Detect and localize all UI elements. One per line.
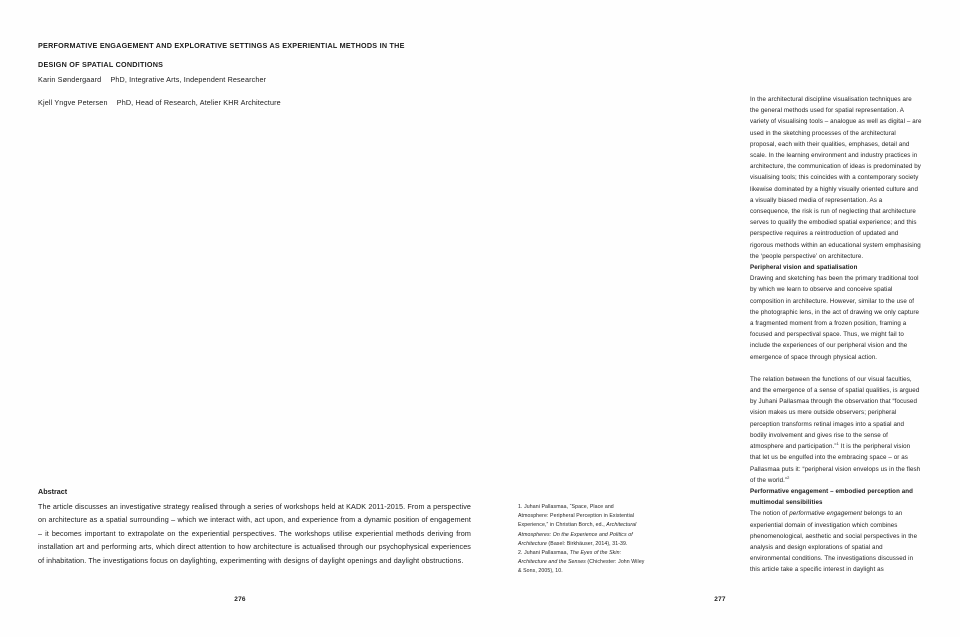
paragraph-text: It is the peripheral vision that let us be engulfed into the embracing space – or as Pallasmaa puts it: “peripheral vision envelops us in the flesh of the world.” <box>750 443 921 484</box>
author-line-1 <box>38 75 266 85</box>
paragraph-text: belongs to an experiential domain of investigation which combines phenomenological, aesthetic and social perspectives in the analysis and design explorations of spatial and environmental conditions. The investigations discussed in this article take a specific interest in daylight as <box>750 510 918 574</box>
abstract-heading: Abstract <box>38 487 68 496</box>
paragraph-drawing-sketching: Drawing and sketching has been the primary traditional tool by which we learn to observe and conceive spatial composition in architecture. However, similar to the use of the photographic lens, in the act of drawing we only capture a fragmented moment from a frozen position, framing a focused and perspectival space. Thus, we might fail to include the experiences of our peripheral vision and the emergence of space through physical action. <box>750 275 920 361</box>
article-title: PERFORMATIVE ENGAGEMENT AND EXPLORATIVE SETTINGS AS EXPERIENTIAL METHODS IN THE DESIGN OF SPATIAL CONDITIONS <box>38 41 405 69</box>
paragraph-pallasmaa <box>750 374 922 486</box>
footnote-ref-1: 1 <box>836 441 839 447</box>
paragraph-text: The relation between the functions of our visual faculties, and the emergence of a sense of spatial qualities, is argued by Juhani Pallasmaa through the observation that “focused vision makes us mere outside observers; peripheral perception transforms retinal images into a spatial and bodily involvement and gives rise to the sense of atmosphere and participation.” <box>750 375 920 451</box>
section-heading-peripheral-vision: Peripheral vision and spatialisation <box>750 264 858 272</box>
paragraph-performative-engagement <box>750 508 922 575</box>
author-name: Karin Søndergaard <box>38 75 102 84</box>
footnotes-column <box>518 503 645 577</box>
paragraph-text: The notion of <box>750 510 790 518</box>
footnote-text: (Chichester: John Wiley & Sons, 2005), 10. <box>518 559 645 575</box>
section-heading-performative-engagement: Performative engagement – embodied perception and multimodal sensibilities <box>750 487 914 507</box>
abstract-text: The article discusses an investigative strategy realised through a series of workshops held at KADK 2011-2015. From a perspective on architecture as a spatial surrounding – which we interact with, act upon, and experience from a dynamic position of engagement – it becomes important to extrapolate on the experiential perspectives. The workshops utilise experiential methods deriving from installation art and performing arts, which direct attention to how architecture is actualised through our psychophysical experiences of inhabitation. The investigations focus on daylighting, experimenting with designs of daylight openings and daylight obstructions. <box>38 502 471 565</box>
emphasised-term: performative engagement <box>789 510 863 518</box>
footnote-text: (Basel: Birkhäuser, 2014), 31-39. <box>546 540 628 547</box>
page-number-right: 277 <box>714 596 726 603</box>
author-line-2 <box>38 98 281 108</box>
footnote-text: 2. Juhani Pallasmaa, <box>518 550 570 557</box>
footnote-text: 1. Juhani Pallasmaa, “Space, Place and Atmosphere: Peripheral Perception in Existential Experience,” in Christian Borch, ed., <box>518 504 635 529</box>
footnote-ref-2: 2 <box>787 474 790 480</box>
footnote-2 <box>518 549 645 577</box>
paragraph-intro: In the architectural discipline visualisation techniques are the general methods used for spatial representation. A variety of visualising tools – analogue as well as digital – are used in the sketching processes of the architectural proposal, each with their qualities, emphases, detail and scale. In the learning environment and industry practices in architecture, the communication of ideas is predominated by visualising tools; this coincides with a contemporary society likewise dominated by a highly visually oriented culture and a visually biased media of representation. As a consequence, the risk is run of neglecting that architecture serves to qualify the embodied spatial experience; and this perspective requires a reintroduction of updated and rigorous methods within an educational system emphasising the ‘people perspective’ on architecture. <box>750 96 922 260</box>
footnote-book-title: Architectural Atmospheres: On the Experience and Politics of Architecture <box>518 522 637 547</box>
author-name: Kjell Yngve Petersen <box>38 98 108 107</box>
footnote-book-title: The Eyes of the Skin: Architecture and the Senses <box>518 550 622 566</box>
main-text-column <box>750 94 922 576</box>
footnote-1 <box>518 503 645 549</box>
author-affiliation: PhD, Head of Research, Atelier KHR Architecture <box>116 98 281 107</box>
page-number-left: 276 <box>234 596 246 603</box>
author-affiliation: PhD, Integrative Arts, Independent Researcher <box>110 75 267 84</box>
